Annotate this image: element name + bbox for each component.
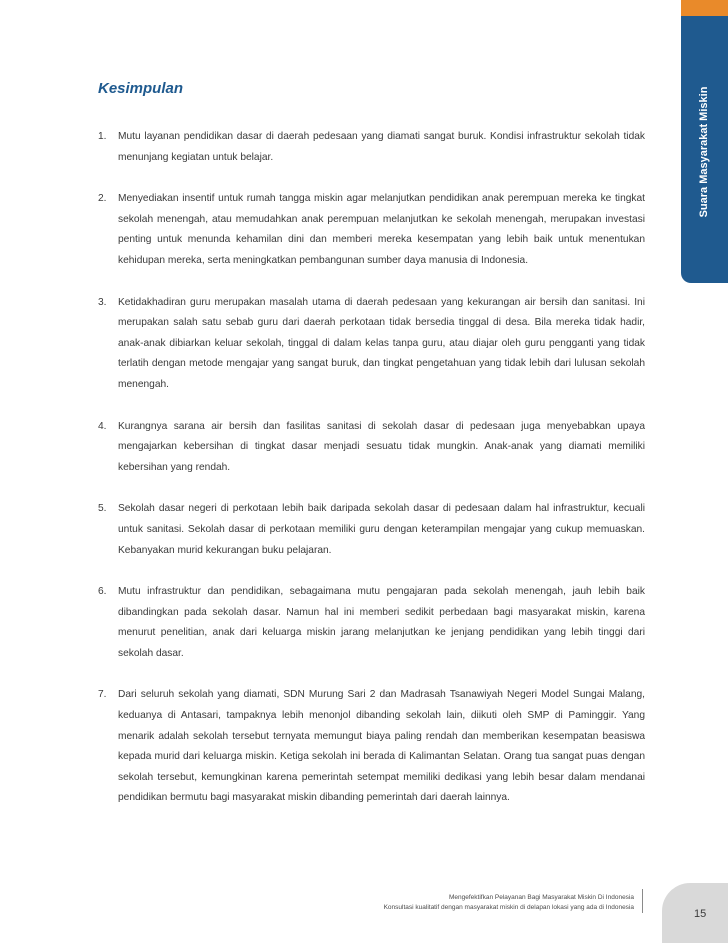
side-tab-label: Suara Masyarakat Miskin [698,86,710,218]
item-number: 5. [98,503,107,515]
item-number: 2. [98,193,107,205]
list-item [98,189,645,271]
list-item [98,685,645,809]
list-item [98,293,645,396]
footer-subtitle: Konsultasi kualitatif dengan masyarakat miskin di delapan lokasi yang ada di Indonesia [383,904,634,911]
item-number: 7. [98,689,107,701]
item-text: Sekolah dasar negeri di perkotaan lebih baik daripada sekolah dasar di pedesaan dalam hal infrastruktur, kecuali untuk sanitasi. Sekolah dasar di perkotaan memiliki guru dengan keterampilan mengajar yang cukup memuaskan. Kebanyakan murid kekurangan buku pelajaran. [118,503,645,556]
list-item [98,499,645,561]
page-footer [384,893,634,913]
item-number: 4. [98,420,107,432]
item-text: Mutu infrastruktur dan pendidikan, sebagaimana mutu pengajaran pada sekolah menengah, jauh lebih baik dibandingkan pada sekolah dasar. Namun hal ini memberi sedikit perbedaan bagi masyarakat miskin, karena menurut penelitian, anak dari keluarga miskin jarang melanjutkan ke jenjang pendidikan yang lebih tinggi dari sekolah dasar. [118,586,645,659]
list-item [98,127,645,168]
item-number: 3. [98,296,107,308]
conclusion-list [98,127,645,809]
item-text: Ketidakhadiran guru merupakan masalah utama di daerah pedesaan yang kekurangan air bersih dan sanitasi. Ini merupakan salah satu sebab guru dari daerah perkotaan tidak bersedia tinggal di desa. Bila mereka tidak hadir, anak-anak dibiarkan keluar sekolah, tinggal di dalam kelas tanpa guru, atau diajar oleh guru pengganti yang tidak terlatih dengan metode mengajar yang sangat buruk, dan tingkat pengetahuan yang tidak lebih dari lulusan sekolah menengah. [118,296,645,390]
page-number: 15 [694,908,707,920]
section-heading: Kesimpulan [98,80,184,97]
item-text: Menyediakan insentif untuk rumah tangga miskin agar melanjutkan pendidikan anak perempuan mereka ke tingkat sekolah menengah, atau memudahkan anak perempuan melanjutkan ke sekolah menengah, merupakan investasi penting untuk menunda kehamilan dini dan memberi mereka kesempatan yang lebih baik untuk menentukan kehidupan mereka, serta meningkatkan pembangunan sumber daya manusia di Indonesia. [118,193,645,266]
page-number-box [662,883,728,943]
footer-divider [642,889,643,913]
item-text: Dari seluruh sekolah yang diamati, SDN Murung Sari 2 dan Madrasah Tsanawiyah Negeri Model Sungai Malang, keduanya di Antasari, tampaknya lebih menonjol dibanding sekolah lain, diikuti oleh SMP di Paminggir. Yang menarik adalah sekolah tersebut ternyata memungut biaya paling rendah dan memberikan kesempatan beasiswa kepada murid dari keluarga miskin. Ketiga sekolah ini berada di Kalimantan Selatan. Orang tua sangat puas dengan sekolah tersebut, kemungkinan karena pemerintah setempat memiliki dedikasi yang lebih besar dalam mendanai pendidikan bermutu bagi masyarakat miskin dibanding pemerintah dari daerah lainnya. [118,689,645,804]
list-item [98,417,645,479]
item-text: Mutu layanan pendidikan dasar di daerah pedesaan yang diamati sangat buruk. Kondisi infrastruktur sekolah tidak menunjang kegiatan untuk belajar. [118,131,645,163]
list-item [98,582,645,664]
item-number: 1. [98,131,107,142]
side-tab-accent [681,0,728,16]
item-number: 6. [98,586,107,598]
side-tab [681,0,728,283]
item-text: Kurangnya sarana air bersih dan fasilitas sanitasi di sekolah dasar di pedesaan juga menyebabkan upaya mengajarkan kebersihan di tingkat dasar menjadi sesuatu tidak mungkin. Anak-anak yang diamati memiliki kebersihan yang rendah. [118,420,645,473]
footer-title: Mengefektifkan Pelayanan Bagi Masyarakat Miskin Di Indonesia [449,894,634,901]
